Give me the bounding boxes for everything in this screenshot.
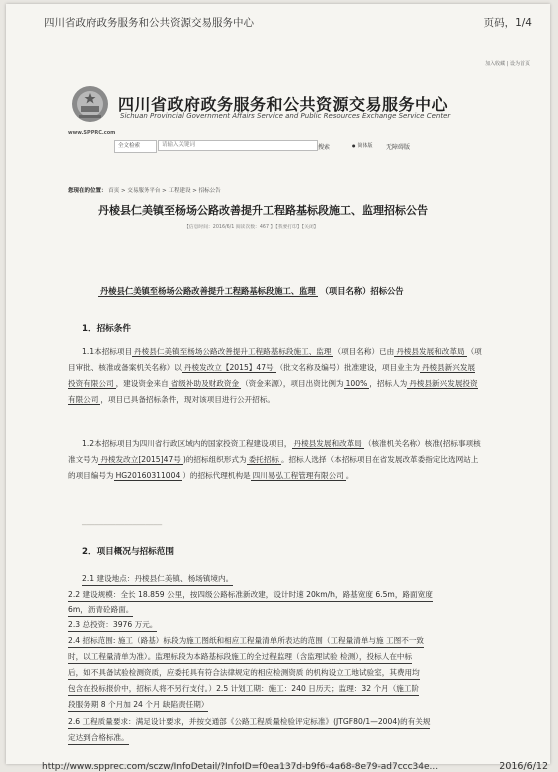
search-input[interactable] bbox=[158, 140, 318, 151]
scope-line-duration-cont: 段服务期 8 个月加 24 个月 缺陷责任期） bbox=[68, 699, 208, 712]
scope-line-scale-cont: 6m，沥青砼路面。 bbox=[68, 604, 133, 617]
search-button[interactable]: 搜索 bbox=[318, 144, 331, 151]
text-run: （核准机关名称）核准(招标事项核准文号为 bbox=[68, 439, 481, 464]
text-run: )的招标组织形式为 bbox=[182, 455, 247, 464]
favorites-homepage-links[interactable]: 加入收藏 | 设为首页 bbox=[485, 61, 530, 67]
agency-field: 四川易弘工程管理有限公司 bbox=[252, 471, 344, 480]
page-title: 丹棱县仁美镇至杨场公路改善提升工程路基标段施工、监理招标公告 bbox=[98, 204, 428, 217]
approval-authority-field: 丹棱县发展和改革局 bbox=[396, 347, 465, 356]
text-run: ，招标人为 bbox=[369, 379, 408, 388]
text-run: （项目审批、核准或备案机关名称）以 bbox=[68, 347, 482, 372]
approval-number-field: 丹棱发改立【2015】47号 bbox=[183, 363, 274, 372]
project-name-field: 丹棱县仁美镇至杨场公路改善提升工程路基标段施工、监理 bbox=[134, 347, 332, 356]
bleed-through-text: ━━━━━━━━━━━━━━━━━━━ bbox=[82, 521, 163, 529]
project-code-field: HG20160311004 bbox=[115, 471, 181, 480]
text-run: ）的招标代理机构是 bbox=[182, 471, 251, 480]
site-domain: www.SPPRC.com bbox=[68, 130, 116, 136]
national-emblem-icon bbox=[70, 84, 110, 124]
scope-line-investment: 2.3 总投资：3976 万元。 bbox=[68, 619, 157, 632]
print-header-site: 四川省政府政务服务和公共资源交易服务中心 bbox=[44, 17, 254, 29]
text-run: 1.2本招标项目为四川省行政区域内的国家投资工程建设项目， bbox=[82, 439, 292, 448]
simplified-chinese-link[interactable]: ● 简体版 bbox=[352, 142, 373, 149]
announcement-project-name: 丹棱县仁美镇至杨场公路改善提升工程路基标段施工、监理 bbox=[100, 286, 316, 296]
print-header-page-number: 页码，1/4 bbox=[483, 17, 532, 29]
accessibility-link[interactable]: 无障碍版 bbox=[386, 144, 411, 151]
search-bar bbox=[114, 138, 534, 156]
text-run: 1.1本招标项目 bbox=[82, 347, 133, 356]
project-owner-field: 丹棱县新兴发展投资有限公司 bbox=[68, 363, 476, 388]
tenderer-field: 丹棱县新兴发展投资有限公司 bbox=[68, 379, 478, 404]
breadcrumb-path[interactable]: 首页 > 交易服务平台 > 工程建设 > 招标公告 bbox=[108, 188, 221, 194]
funding-source-field: 省级补助及财政资金 bbox=[170, 379, 240, 388]
approval-authority-field: 丹棱县发展和改革局 bbox=[293, 439, 362, 448]
search-scope-select[interactable]: 全文检索 bbox=[114, 140, 157, 153]
text-run: （批文名称及编号）批准建设，项目业主为 bbox=[275, 363, 420, 372]
text-run: 。招标人选择（本招标项目在省发展改革委指定比选网站上的项目编号为 bbox=[68, 455, 479, 480]
scope-line-range-3: 后，如不具备试验检测资质，应委托具有符合法律规定的相应检测资质 的机构设立工地试验室，其费用均 bbox=[68, 667, 420, 680]
article-meta: 【信息时间：2016/6/1 阅读次数：467 】【我要打印】【关闭】 bbox=[184, 225, 319, 230]
breadcrumb bbox=[68, 186, 221, 194]
announcement-title bbox=[98, 285, 404, 297]
text-run: ，项目已具备招标条件，现对该项目进行公开招标。 bbox=[100, 395, 276, 404]
print-footer-date: 2016/6/12 bbox=[499, 761, 548, 772]
approval-number-field: 丹棱发改立[2015]47号 bbox=[100, 455, 181, 464]
section-1-1-paragraph bbox=[68, 344, 482, 408]
funding-ratio-field: 100% bbox=[345, 379, 368, 388]
scope-line-quality: 2.6 工程质量要求：满足设计要求，并按交通部《公路工程质量检验评定标准》(JTGF80/1—2004)的有关规 bbox=[68, 716, 430, 729]
text-run: （资金来源），项目出资比例为 bbox=[241, 379, 344, 388]
site-logo-subtitle: Sichuan Provincial Government Affairs Service and Public Resources Exchange Service Center bbox=[120, 112, 451, 120]
tender-form-field: 委托招标 bbox=[248, 455, 279, 464]
scope-line-range: 2.4 招标范围: 施工（路基）标段为施工图纸和相应工程量清单所表达的范围（工程量清单与施 工图不一致 bbox=[68, 635, 424, 648]
print-footer-url: http://www.spprec.com/sczw/InfoDetail/?InfoID=f0ea137d-b9f6-4a68-8e79-ad7ccc34e... bbox=[42, 762, 439, 772]
text-run: 。 bbox=[345, 471, 354, 480]
breadcrumb-label: 您现在的位置： bbox=[68, 188, 107, 194]
scope-line-scale: 2.2 建设规模：全长 18.859 公里，按四级公路标准新改建，设计时速 20km/h，路基宽度 6.5m，路面宽度 bbox=[68, 589, 433, 602]
scope-line-quality-cont: 定达到合格标准。 bbox=[68, 732, 129, 745]
section-1-heading: 1．招标条件 bbox=[82, 324, 131, 334]
scope-line-location: 2.1 建设地点：丹棱县仁美镇、杨场镇境内。 bbox=[82, 573, 233, 586]
announcement-title-suffix: （项目名称）招标公告 bbox=[320, 286, 404, 296]
scope-line-range-2: 时，以工程量清单为准）。监理标段为本路基标段施工的全过程监理（含监理试验 检测），投标人在中标 bbox=[68, 651, 412, 664]
section-2-heading: 2．项目概况与招标范围 bbox=[82, 547, 174, 557]
document-page bbox=[6, 4, 550, 772]
text-run: ，建设资金来自 bbox=[115, 379, 169, 388]
site-logo-title: 四川省政府政务服务和公共资源交易服务中心 bbox=[118, 95, 449, 114]
text-run: （项目名称）已由 bbox=[333, 347, 395, 356]
section-1-2-paragraph bbox=[68, 436, 482, 484]
scope-line-duration: 包含在投标报价中，招标人将不另行支付。）2.5 计划工期：施工：240 日历天；监理：32 个月（施工阶 bbox=[68, 683, 419, 696]
